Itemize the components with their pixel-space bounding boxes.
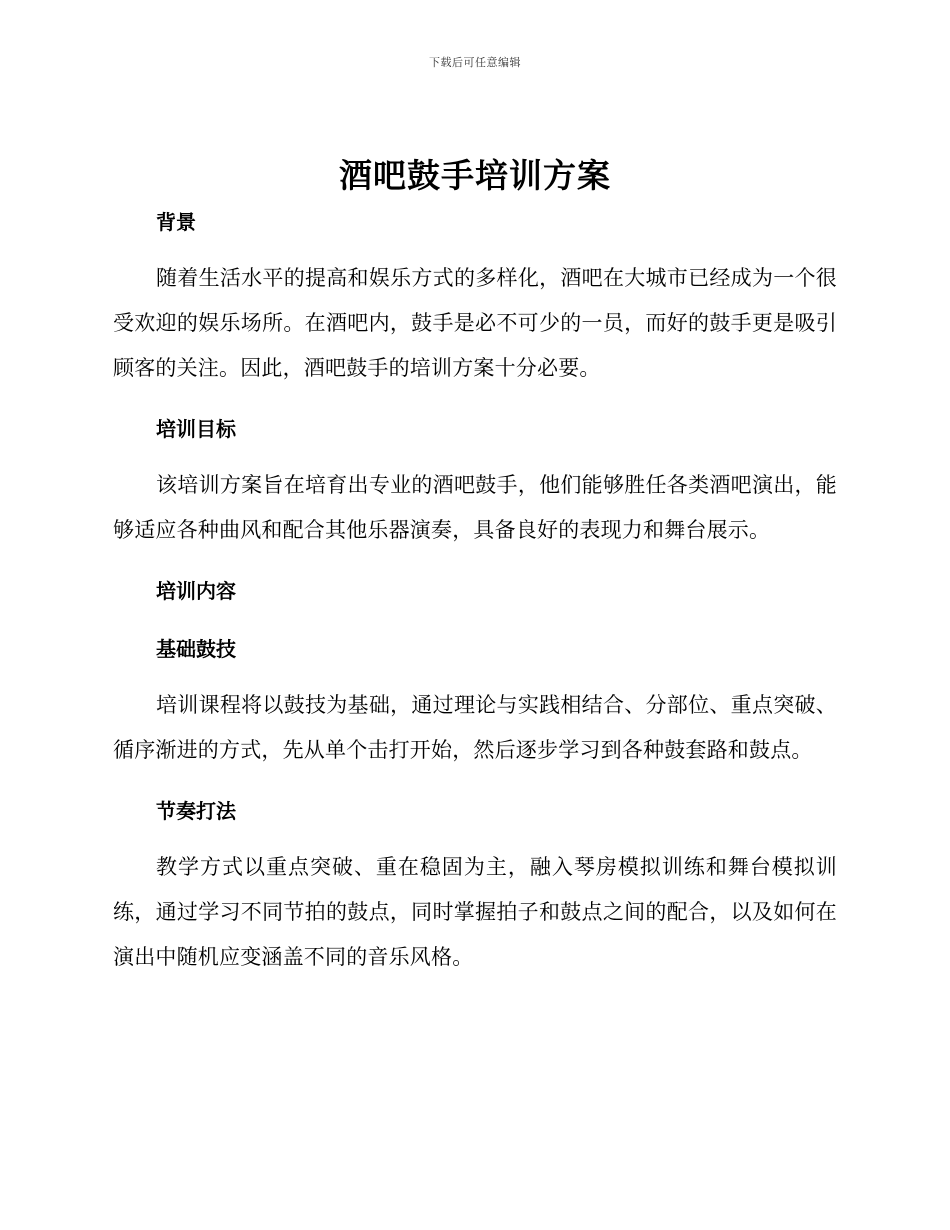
section-paragraph-basic-skills: 培训课程将以鼓技为基础，通过理论与实践相结合、分部位、重点突破、循序渐进的方式，先从单个击打开始，然后逐步学习到各种鼓套路和鼓点。 bbox=[113, 693, 837, 762]
section-heading-goals: 培训目标 bbox=[156, 417, 236, 441]
section-paragraph-rhythm: 教学方式以重点突破、重在稳固为主，融入琴房模拟训练和舞台模拟训练，通过学习不同节拍的鼓点，同时掌握拍子和鼓点之间的配合，以及如何在演出中随机应变涵盖不同的音乐风格。 bbox=[113, 855, 837, 969]
section-paragraph-background: 随着生活水平的提高和娱乐方式的多样化，酒吧在大城市已经成为一个很受欢迎的娱乐场所。在酒吧内，鼓手是必不可少的一员，而好的鼓手更是吸引顾客的关注。因此，酒吧鼓手的培训方案十分必要。 bbox=[113, 266, 837, 380]
section-heading-rhythm: 节奏打法 bbox=[156, 799, 236, 823]
section-heading-content: 培训内容 bbox=[156, 579, 236, 603]
document-title: 酒吧鼓手培训方案 bbox=[339, 156, 611, 195]
section-heading-basic-skills: 基础鼓技 bbox=[156, 637, 236, 661]
section-paragraph-goals: 该培训方案旨在培育出专业的酒吧鼓手，他们能够胜任各类酒吧演出，能够适应各种曲风和配合其他乐器演奏，具备良好的表现力和舞台展示。 bbox=[113, 473, 837, 542]
header-note: 下载后可任意编辑 bbox=[429, 56, 521, 69]
document-body bbox=[113, 202, 837, 980]
section-heading-background: 背景 bbox=[156, 210, 196, 234]
